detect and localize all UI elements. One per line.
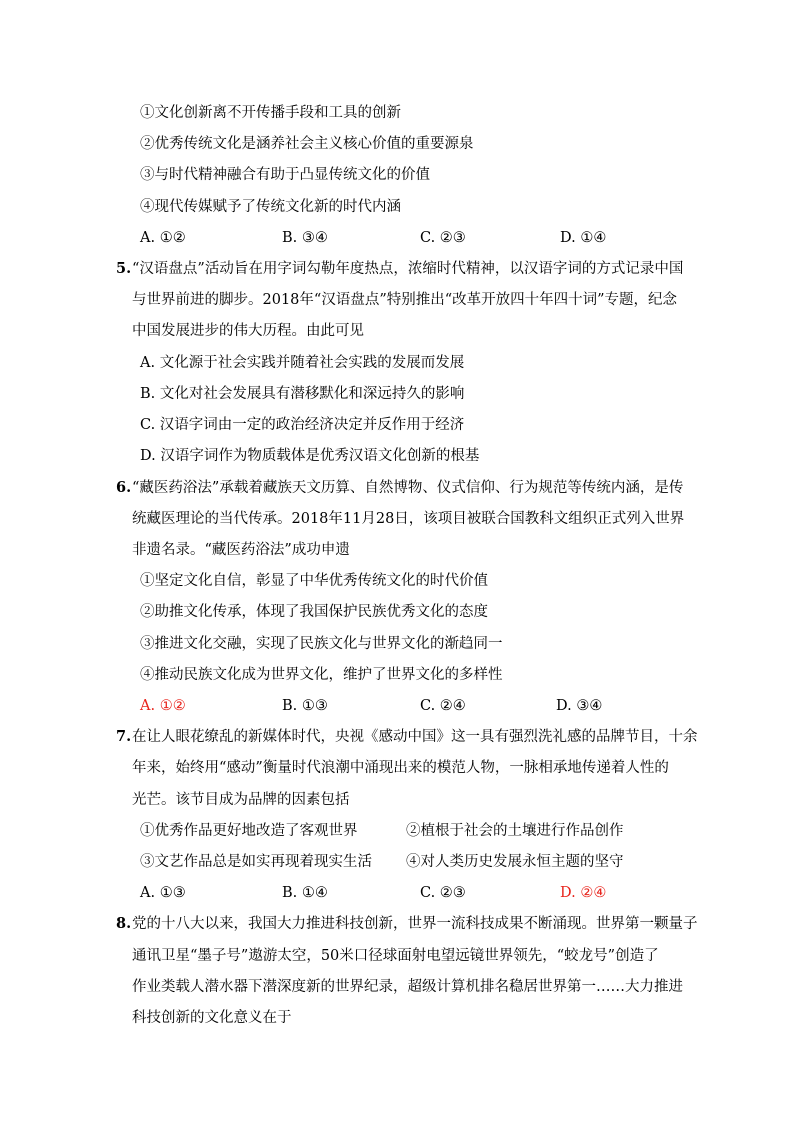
q8-number: 8. xyxy=(116,915,132,932)
q8-stem-line-3: 作业类载人潜水器下潜深度新的世界纪录，超级计算机排名稳居世界第一……大力推进 xyxy=(132,979,683,995)
q4-statement-1: ①文化创新离不开传播手段和工具的创新 xyxy=(140,105,401,121)
q7-stem-line-2: 年来，始终用“感动”衡量时代浪潮中涌现出来的模范人物，一脉相承地传递着人性的 xyxy=(132,760,669,776)
q5-stem-line-1: “汉语盘点”活动旨在用字词勾勒年度热点，浓缩时代精神，以汉语字词的方式记录中国 xyxy=(132,261,684,277)
q4-statement-2: ②优秀传统文化是涵养社会主义核心价值的重要源泉 xyxy=(140,136,474,152)
q6-stem-line-1: “藏医药浴法”承载着藏族天文历算、自然博物、仪式信仰、行为规范等传统内涵，是传 xyxy=(132,480,684,496)
q6-option-a-answer: A. ①② xyxy=(140,698,186,714)
q8-stem-line-1: 党的十八大以来，我国大力推进科技创新，世界一流科技成果不断涌现。世界第一颗量子 xyxy=(132,916,698,932)
q7-option-a: A. ①③ xyxy=(140,885,186,901)
q4-option-d: D. ①④ xyxy=(560,230,607,246)
q7-statement-3: ③文艺作品总是如实再现着现实生活 xyxy=(140,854,372,870)
q7-number: 7. xyxy=(116,728,132,745)
q7-option-d-answer: D. ②④ xyxy=(560,885,607,901)
q6-stem-line-3: 非遗名录。“藏医药浴法”成功申遗 xyxy=(132,542,350,558)
q5-option-c: C. 汉语字词由一定的政治经济决定并反作用于经济 xyxy=(140,417,465,433)
q7-statement-1: ①优秀作品更好地改造了客观世界 xyxy=(140,823,358,839)
q8-stem-line-2: 通讯卫星“墨子号”遨游太空，50米口径球面射电望远镜世界领先，“蛟龙号”创造了 xyxy=(132,948,659,964)
q4-option-a: A. ①② xyxy=(140,230,186,246)
q6-statement-3: ③推进文化交融，实现了民族文化与世界文化的渐趋同一 xyxy=(140,636,503,652)
q7-option-c: C. ②③ xyxy=(420,885,466,901)
q5-number: 5. xyxy=(116,260,132,277)
q5-stem-line-3: 中国发展进步的伟大历程。由此可见 xyxy=(132,323,364,339)
q6-option-b: B. ①③ xyxy=(282,698,328,714)
q6-option-d: D. ③④ xyxy=(556,698,603,714)
q4-statement-3: ③与时代精神融合有助于凸显传统文化的价值 xyxy=(140,167,430,183)
q6-statement-4: ④推动民族文化成为世界文化，维护了世界文化的多样性 xyxy=(140,667,503,683)
q5-option-d: D. 汉语字词作为物质载体是优秀汉语文化创新的根基 xyxy=(140,448,480,464)
q8-stem-line-4: 科技创新的文化意义在于 xyxy=(132,1010,292,1026)
q6-option-c: C. ②④ xyxy=(420,698,466,714)
q4-statement-4: ④现代传媒赋予了传统文化新的时代内涵 xyxy=(140,199,401,215)
q5-option-b: B. 文化对社会发展具有潜移默化和深远持久的影响 xyxy=(140,386,465,402)
q4-option-c: C. ②③ xyxy=(420,230,466,246)
q7-stem-line-3: 光芒。该节目成为品牌的因素包括 xyxy=(132,792,350,808)
q7-option-b: B. ①④ xyxy=(282,885,328,901)
q7-statement-2: ②植根于社会的土壤进行作品创作 xyxy=(406,823,624,839)
q5-option-a: A. 文化源于社会实践并随着社会实践的发展而发展 xyxy=(140,355,465,371)
q6-statement-2: ②助推文化传承，体现了我国保护民族优秀文化的态度 xyxy=(140,604,488,620)
q6-statement-1: ①坚定文化自信，彰显了中华优秀传统文化的时代价值 xyxy=(140,573,488,589)
q5-stem-line-2: 与世界前进的脚步。2018年“汉语盘点”特别推出“改革开放四十年四十词”专题，纪念 xyxy=(132,292,678,308)
q7-statement-4: ④对人类历史发展永恒主题的坚守 xyxy=(406,854,624,870)
q6-stem-line-2: 统藏医理论的当代传承。2018年11月28日，该项目被联合国教科文组织正式列入世界 xyxy=(132,511,685,527)
q7-stem-line-1: 在让人眼花缭乱的新媒体时代，央视《感动中国》这一具有强烈洗礼感的品牌节目，十余 xyxy=(132,729,698,745)
q6-number: 6. xyxy=(116,479,132,496)
q4-option-b: B. ③④ xyxy=(282,230,328,246)
